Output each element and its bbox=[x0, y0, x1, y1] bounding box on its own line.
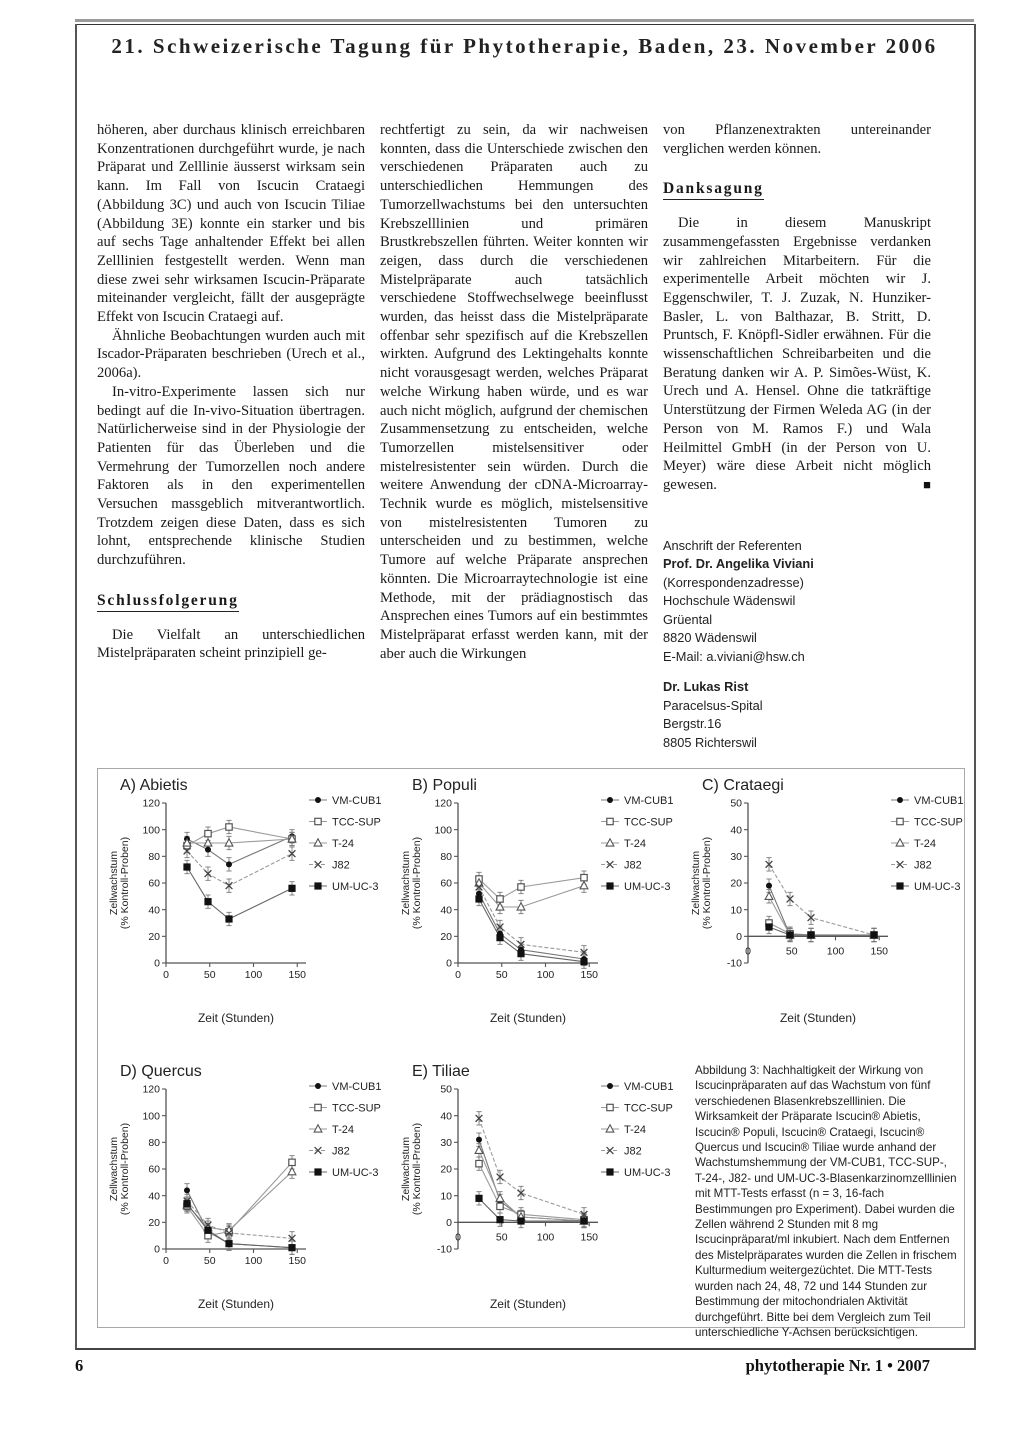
x-axis-label: Zeit (Stunden) bbox=[489, 1297, 567, 1311]
legend-label: UM-UC-3 bbox=[332, 880, 379, 893]
referent1-line: Grüental bbox=[663, 611, 713, 627]
svg-text:-10: -10 bbox=[726, 957, 742, 970]
svg-text:50: 50 bbox=[730, 797, 742, 810]
svg-text:150: 150 bbox=[288, 1255, 307, 1267]
paragraph: höheren, aber durchaus klinisch erreichbaren Konzentrationen durchgeführt wurde, je nach Präparat und Zelllinie äusserst wirksam sein kann. Im Fall von Iscucin Crataegi (Abbildung 3C) und auch von Iscucin Tiliae (Abbildung 3E) konnte ein starker und bis auf sechs Tage anhaltender Effekt bei allen Zelllinien festgestellt werden. Wenn man diese zwei sehr wirksamen Iscucin-Präparate miteinander vergleicht, fällt der ausgeprägte Effekt von Iscucin Crataegi auf. bbox=[97, 122, 365, 326]
svg-text:0: 0 bbox=[154, 1243, 160, 1256]
svg-text:10: 10 bbox=[730, 904, 742, 917]
svg-text:40: 40 bbox=[148, 1190, 160, 1203]
svg-text:150: 150 bbox=[580, 1231, 599, 1244]
referent2-name: Dr. Lukas Rist bbox=[663, 679, 749, 695]
paragraph: rechtfertigt zu sein, da wir nachweisen konnten, dass die Unterschiede zwischen den verschiedenen Präparaten auch zu unterschiedlichen Hemmungen des Tumorzellwachstums bei den untersuchten Krebszelllinien und primären Brustkrebszellen führten. Weiter konnten wir zeigen, dass durch die verschiedenen Mistelpräparate auch tatsächlich verschiedene Stoffwechselwege beeinflusst wurden, das heisst dass die Mistelpräparate offenbar sehr spezifisch auf die Krebszellen wirkten. Aufgrund des Lektingehalts konnte nicht vorausgesagt werden, welches Präparat welche Wirkung haben würde, und es war auch nicht möglich, aufgrund der chemischen Zusammensetzung zu entscheiden, welche Tumorzellen mistelsensitiver oder mistelresistenter sein würden. Durch die weitere Anwendung der cDNA-Microarray-Technik wurde es möglich, mistelsensitive von mistelresistenten Tumoren zu unterscheiden und zu bestimmen, welche Tumore auf welche Präparate ansprechen könnten. Die Microarraytechnologie ist eine Methode, mit der prädiagnostisch das Ansprechen eines Tumors auf ein bestimmtes Mistelpräparat erfasst werden kann, mit der aber auch die Wirkungen bbox=[380, 122, 648, 662]
legend-label: VM-CUB1 bbox=[624, 794, 674, 807]
svg-text:20: 20 bbox=[148, 930, 160, 943]
legend-label: VM-CUB1 bbox=[914, 794, 964, 807]
svg-text:50: 50 bbox=[203, 969, 216, 981]
svg-text:50: 50 bbox=[495, 969, 508, 981]
chart-title: A) Abietis bbox=[120, 777, 188, 794]
svg-text:60: 60 bbox=[148, 877, 160, 890]
legend-label: VM-CUB1 bbox=[332, 794, 382, 807]
svg-text:40: 40 bbox=[148, 904, 160, 917]
chart-svg bbox=[398, 773, 676, 1031]
svg-text:80: 80 bbox=[148, 850, 160, 863]
legend-label: TCC-SUP bbox=[624, 816, 673, 829]
referent1-email: E-Mail: a.viviani@hsw.ch bbox=[663, 648, 805, 664]
svg-text:40: 40 bbox=[730, 824, 742, 837]
chart-svg bbox=[398, 1059, 676, 1317]
legend-label: TCC-SUP bbox=[332, 1102, 381, 1115]
svg-text:(% Kontroll-Proben): (% Kontroll-Proben) bbox=[411, 836, 423, 930]
legend-label: T-24 bbox=[624, 837, 647, 850]
y-axis-label: Zellwachstum bbox=[108, 850, 120, 916]
svg-text:100: 100 bbox=[536, 969, 555, 981]
svg-text:100: 100 bbox=[244, 1255, 263, 1267]
page-header-title: 21. Schweizerische Tagung für Phytotherapie, Baden, 23. November 2006 bbox=[111, 34, 938, 58]
referent1-line: Hochschule Wädenswil bbox=[663, 593, 796, 609]
svg-text:60: 60 bbox=[148, 1163, 160, 1176]
svg-text:100: 100 bbox=[244, 969, 263, 981]
y-axis-label: Zellwachstum bbox=[400, 850, 412, 916]
x-axis-label: Zeit (Stunden) bbox=[197, 1297, 275, 1311]
svg-text:100: 100 bbox=[536, 1231, 555, 1244]
y-axis-label: Zellwachstum bbox=[690, 850, 702, 916]
chart-abietis bbox=[106, 773, 384, 1031]
authors-address-block bbox=[663, 537, 931, 753]
svg-text:100: 100 bbox=[142, 1110, 160, 1123]
referent1-name: Prof. Dr. Angelika Viviani bbox=[663, 556, 814, 572]
legend-label: J82 bbox=[624, 859, 642, 872]
legend-label: J82 bbox=[624, 1145, 642, 1158]
y-axis-label: Zellwachstum bbox=[108, 1136, 120, 1202]
chart-title: E) Tiliae bbox=[412, 1063, 470, 1080]
svg-text:120: 120 bbox=[434, 797, 452, 810]
figure-caption: Abbildung 3: Nachhaltigkeit der Wirkung von Iscucinpräparaten auf das Wachstum von fünf verschiedenen Blasenkrebszelllinien. Die Wirksamkeit der Präparate Iscucin® Abietis, Iscucin® Populi, Iscucin® Crataegi, Iscucin® Quercus und Iscucin® Tiliae wurde anhand der Wachstumshemmung der VM-CUB1, TCC-SUP-, T-24-, J82- und UM-UC-3-Blasenkarzinomzelllinien mit MTT-Tests erfasst (n = 3, 16-fach Bestimmungen pro Experiment). Dabei wurden die Zellen während 2 Stunden mit 8 mg Iscucinpräparat/ml inkubiert. Nach dem Entfernen des Mistelpräparates wurden die Zellen in frischem Kulturmedium weitergezüchtet. Die MTT-Tests wurden nach 24, 48, 72 und 144 Stunden zur Bestimmung der mitochondrialen Aktivität durchgeführt. Bitte bei dem Vergleich zum Teil unterschiedliche Y-Achsen berücksichtigen. bbox=[695, 1064, 957, 1339]
figure-3-panel-box bbox=[97, 768, 965, 1339]
legend-label: UM-UC-3 bbox=[624, 880, 671, 893]
legend-label: TCC-SUP bbox=[624, 1102, 673, 1115]
svg-text:30: 30 bbox=[730, 850, 742, 863]
legend-label: T-24 bbox=[332, 837, 355, 850]
svg-text:40: 40 bbox=[440, 904, 452, 917]
legend-label: VM-CUB1 bbox=[624, 1080, 674, 1093]
legend-label: VM-CUB1 bbox=[332, 1080, 382, 1093]
svg-text:150: 150 bbox=[870, 945, 889, 958]
page-footer bbox=[75, 1356, 974, 1376]
svg-text:0: 0 bbox=[736, 930, 742, 943]
svg-text:0: 0 bbox=[745, 945, 751, 958]
address-label: Anschrift der Referenten bbox=[663, 537, 802, 553]
top-rule-gray bbox=[75, 19, 974, 22]
referent1-line: 8820 Wädenswil bbox=[663, 630, 757, 646]
svg-text:0: 0 bbox=[455, 1231, 461, 1244]
legend-label: UM-UC-3 bbox=[624, 1166, 671, 1179]
text-column-3 bbox=[663, 121, 931, 752]
legend-label: J82 bbox=[332, 1145, 350, 1158]
legend-label: T-24 bbox=[624, 1123, 647, 1136]
svg-text:20: 20 bbox=[148, 1216, 160, 1229]
chart-quercus bbox=[106, 1059, 384, 1317]
chart-populi bbox=[398, 773, 676, 1031]
legend-label: J82 bbox=[914, 859, 932, 872]
legend-label: T-24 bbox=[332, 1123, 355, 1136]
svg-text:0: 0 bbox=[446, 957, 452, 970]
svg-text:20: 20 bbox=[730, 877, 742, 890]
chart-title: D) Quercus bbox=[120, 1063, 202, 1080]
legend-label: UM-UC-3 bbox=[332, 1166, 379, 1179]
svg-text:0: 0 bbox=[154, 957, 160, 970]
text-column-2 bbox=[380, 121, 648, 663]
chart-title: B) Populi bbox=[412, 777, 477, 794]
svg-text:(% Kontroll-Proben): (% Kontroll-Proben) bbox=[411, 1122, 423, 1216]
x-axis-label: Zeit (Stunden) bbox=[197, 1011, 275, 1025]
paragraph: Ähnliche Beobachtungen wurden auch mit Iscador-Präparaten beschrieben (Urech et al., 2006a). bbox=[97, 327, 365, 382]
chart-title: C) Crataegi bbox=[702, 777, 784, 794]
svg-text:50: 50 bbox=[203, 1255, 216, 1267]
svg-text:150: 150 bbox=[580, 969, 599, 981]
paragraph: Die Vielfalt an unterschiedlichen Mistelpräparaten scheint prinzipiell ge- bbox=[97, 626, 365, 662]
svg-text:40: 40 bbox=[440, 1110, 452, 1123]
paragraph: Die in diesem Manuskript zusammengefassten Ergebnisse verdanken wir zahlreichen Mitarbeitern. Für die experimentelle Arbeit möchten wir J. Eggenschwiler, T. J. Zuzak, N. Hunziker-Basler, L. von Balthazar, B. Stritt, D. Pruntsch, F. Knöpfl-Sidler erwähnen. Für die wissenschaftlichen Schreibarbeiten und die Beratung danken wir A. P. Simões-Wüst, K. Urech und A. Hensel. Ohne die tatkräftige Unterstützung der Firmen Weleda AG (in der Person von M. Ramos F.) und Wala Heilmittel GmbH (in der Person von U. Meyer) wäre diese Arbeit nicht möglich gewesen. ■ bbox=[663, 215, 931, 493]
svg-text:0: 0 bbox=[163, 969, 169, 981]
chart-crataegi bbox=[688, 773, 966, 1031]
svg-text:(% Kontroll-Proben): (% Kontroll-Proben) bbox=[119, 836, 131, 930]
svg-text:50: 50 bbox=[440, 1083, 452, 1096]
legend-label: TCC-SUP bbox=[914, 816, 963, 829]
referent2-line: Paracelsus-Spital bbox=[663, 697, 763, 713]
svg-text:120: 120 bbox=[142, 1083, 160, 1096]
svg-text:80: 80 bbox=[440, 850, 452, 863]
legend-label: UM-UC-3 bbox=[914, 880, 961, 893]
paragraph: von Pflanzenextrakten untereinander verglichen werden können. bbox=[663, 122, 931, 157]
x-axis-label: Zeit (Stunden) bbox=[489, 1011, 567, 1025]
svg-text:150: 150 bbox=[288, 969, 307, 981]
svg-text:30: 30 bbox=[440, 1136, 452, 1149]
svg-text:0: 0 bbox=[163, 1255, 169, 1267]
chart-svg bbox=[688, 773, 966, 1031]
svg-text:0: 0 bbox=[446, 1216, 452, 1229]
chart-svg bbox=[106, 1059, 384, 1317]
svg-text:80: 80 bbox=[148, 1136, 160, 1149]
referent2-line: 8805 Richterswil bbox=[663, 734, 757, 750]
page-number: 6 bbox=[75, 1356, 84, 1375]
svg-text:100: 100 bbox=[434, 824, 452, 837]
legend-label: T-24 bbox=[914, 837, 937, 850]
legend-label: J82 bbox=[332, 859, 350, 872]
referent2-line: Bergstr.16 bbox=[663, 716, 722, 732]
svg-text:(% Kontroll-Proben): (% Kontroll-Proben) bbox=[119, 1122, 131, 1216]
legend-label: TCC-SUP bbox=[332, 816, 381, 829]
text-column-1 bbox=[97, 121, 365, 663]
svg-text:100: 100 bbox=[142, 824, 160, 837]
chart-tiliae bbox=[398, 1059, 676, 1317]
svg-text:(% Kontroll-Proben): (% Kontroll-Proben) bbox=[701, 836, 713, 930]
section-heading-danksagung: Danksagung bbox=[663, 180, 931, 199]
svg-text:50: 50 bbox=[495, 1231, 508, 1244]
referent1-line: (Korrespondenzadresse) bbox=[663, 574, 804, 590]
x-axis-label: Zeit (Stunden) bbox=[779, 1011, 857, 1025]
svg-text:100: 100 bbox=[826, 945, 845, 958]
article-end-mark-icon: ■ bbox=[923, 476, 931, 492]
svg-text:120: 120 bbox=[142, 797, 160, 810]
paragraph: In-vitro-Experimente lassen sich nur bedingt auf die In-vivo-Situation übertragen. Natürlicherweise sind in der Physiologie der Patienten für das Überleben und die Vermehrung der Tumorzellen noch andere Faktoren als in den experimentellen Versuchen massgeblich mitverantwortlich. Trotzdem zeigen diese Daten, dass es sich lohnt, entsprechende klinische Studien durchzuführen. bbox=[97, 383, 365, 569]
svg-text:10: 10 bbox=[440, 1190, 452, 1203]
section-heading-schlussfolgerung: Schlussfolgerung bbox=[97, 592, 365, 611]
chart-svg bbox=[106, 773, 384, 1031]
journal-name: phytotherapie Nr. 1 • 2007 bbox=[745, 1356, 930, 1375]
svg-text:0: 0 bbox=[455, 969, 461, 981]
y-axis-label: Zellwachstum bbox=[400, 1136, 412, 1202]
svg-text:20: 20 bbox=[440, 1163, 452, 1176]
svg-text:-10: -10 bbox=[436, 1243, 452, 1256]
svg-text:50: 50 bbox=[785, 945, 798, 958]
svg-text:20: 20 bbox=[440, 930, 452, 943]
svg-text:60: 60 bbox=[440, 877, 452, 890]
